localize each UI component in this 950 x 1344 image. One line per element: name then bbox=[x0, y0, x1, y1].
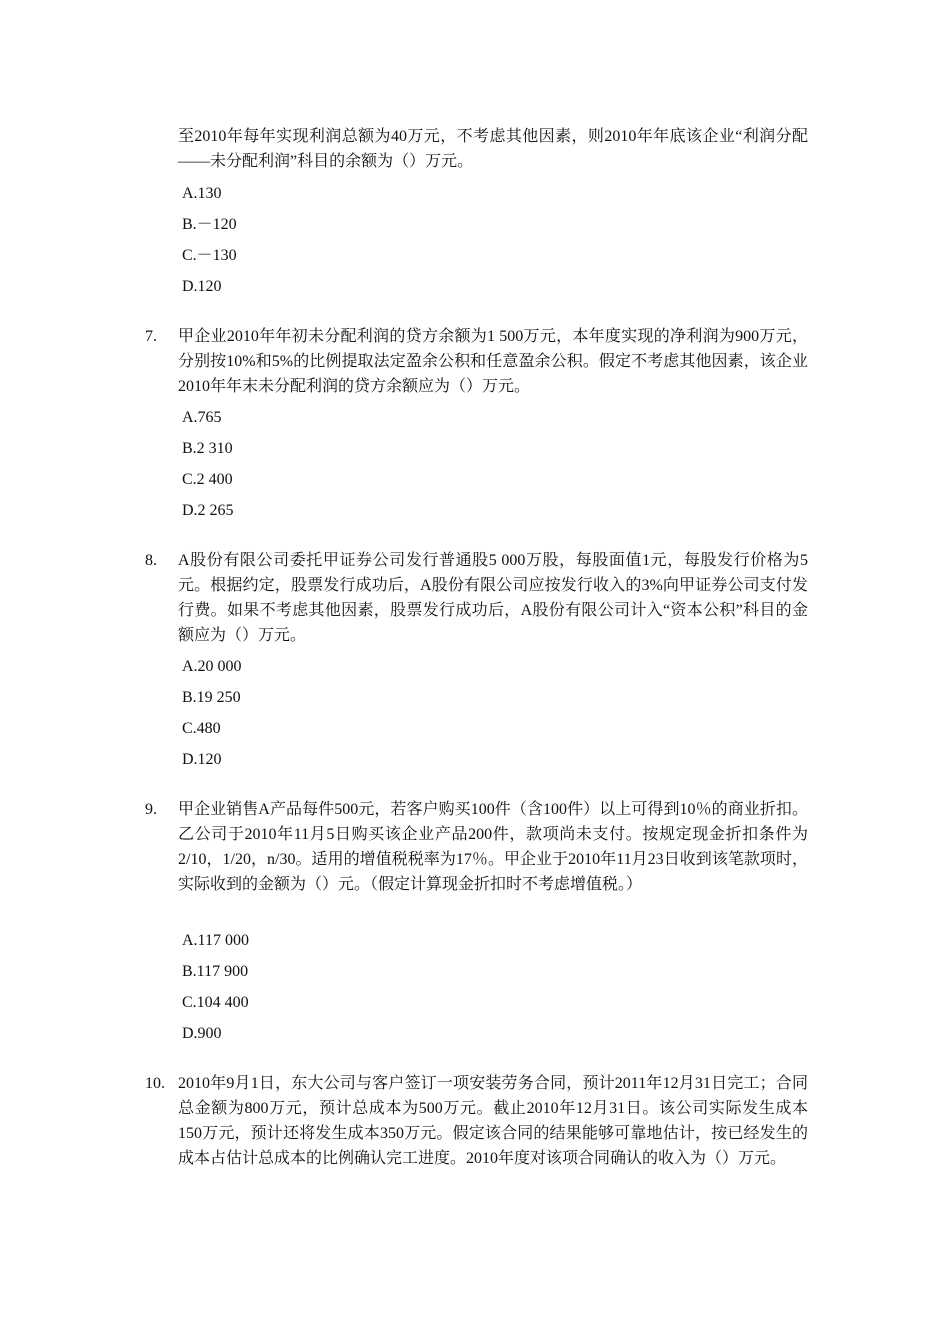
question-8-option-d: D.120 bbox=[182, 751, 222, 768]
question-7-number: 7. bbox=[145, 328, 157, 345]
question-9-number: 9. bbox=[145, 801, 157, 818]
question-7-option-c: C.2 400 bbox=[182, 471, 233, 488]
question-8-number: 8. bbox=[145, 552, 157, 569]
question-9-option-c: C.104 400 bbox=[182, 994, 249, 1011]
question-6-option-c: C.－130 bbox=[182, 247, 237, 264]
question-9-option-b: B.117 900 bbox=[182, 963, 249, 980]
question-7-option-a: A.765 bbox=[182, 409, 222, 426]
question-9-option-a: A.117 000 bbox=[182, 932, 249, 949]
question-6-option-b: B.－120 bbox=[182, 216, 237, 233]
question-10-number: 10. bbox=[145, 1075, 165, 1092]
question-8-option-b: B.19 250 bbox=[182, 689, 241, 706]
question-6-continuation-text: 至2010年每年实现利润总额为40万元，不考虑其他因素，则2010年年底该企业“利润分配——未分配利润”科目的余额为（）万元。 bbox=[178, 128, 808, 170]
question-7-option-d: D.2 265 bbox=[182, 502, 234, 519]
question-7-text: 甲企业2010年年初未分配利润的贷方余额为1 500万元，本年度实现的净利润为900万元，分别按10%和5%的比例提取法定盈余公积和任意盈余公积。假定不考虑其他因素，该企业 2010年年末未分配利润的贷方余额应为（）万元。 bbox=[178, 328, 808, 395]
question-10-text: 2010年9月1日，东大公司与客户签订一项安装劳务合同，预计2011年12月31日完工；合同总金额为800万元，预计总成本为500万元。截止2010年12月31日。该公司实际发生成本150万元，预计还将发生成本350万元。假定该合同的结果能够可靠地估计，按已经发生的成本占估计总成本的比例确认完工进度。2010年度对该项合同确认的收入为（）万元。 bbox=[178, 1075, 808, 1167]
question-9-option-d: D.900 bbox=[182, 1025, 222, 1042]
question-6-option-d: D.120 bbox=[182, 278, 222, 295]
question-9-text: 甲企业销售A产品每件500元，若客户购买100件（含100件）以上可得到10％的商业折扣。乙公司于2010年11月5日购买该企业产品200件，款项尚未支付。按规定现金折扣条件为2/10，1/20，n/30。适用的增值税税率为17％。甲企业于2010年11月23日收到该笔款项时，实际收到的金额为（）元。（假定计算现金折扣时不考虑增值税。） bbox=[178, 801, 808, 893]
question-8-option-a: A.20 000 bbox=[182, 658, 242, 675]
question-8-option-c: C.480 bbox=[182, 720, 221, 737]
question-7-option-b: B.2 310 bbox=[182, 440, 233, 457]
question-8-text: A股份有限公司委托甲证券公司发行普通股5 000万股，每股面值1元，每股发行价格为5元。根据约定，股票发行成功后，A股份有限公司应按发行收入的3%向甲证券公司支付发行费。如果不考虑其他因素，股票发行成功后，A股份有限公司计入“资本公积”科目的金额应为（）万元。 bbox=[178, 552, 808, 644]
question-6-option-a: A.130 bbox=[182, 185, 222, 202]
